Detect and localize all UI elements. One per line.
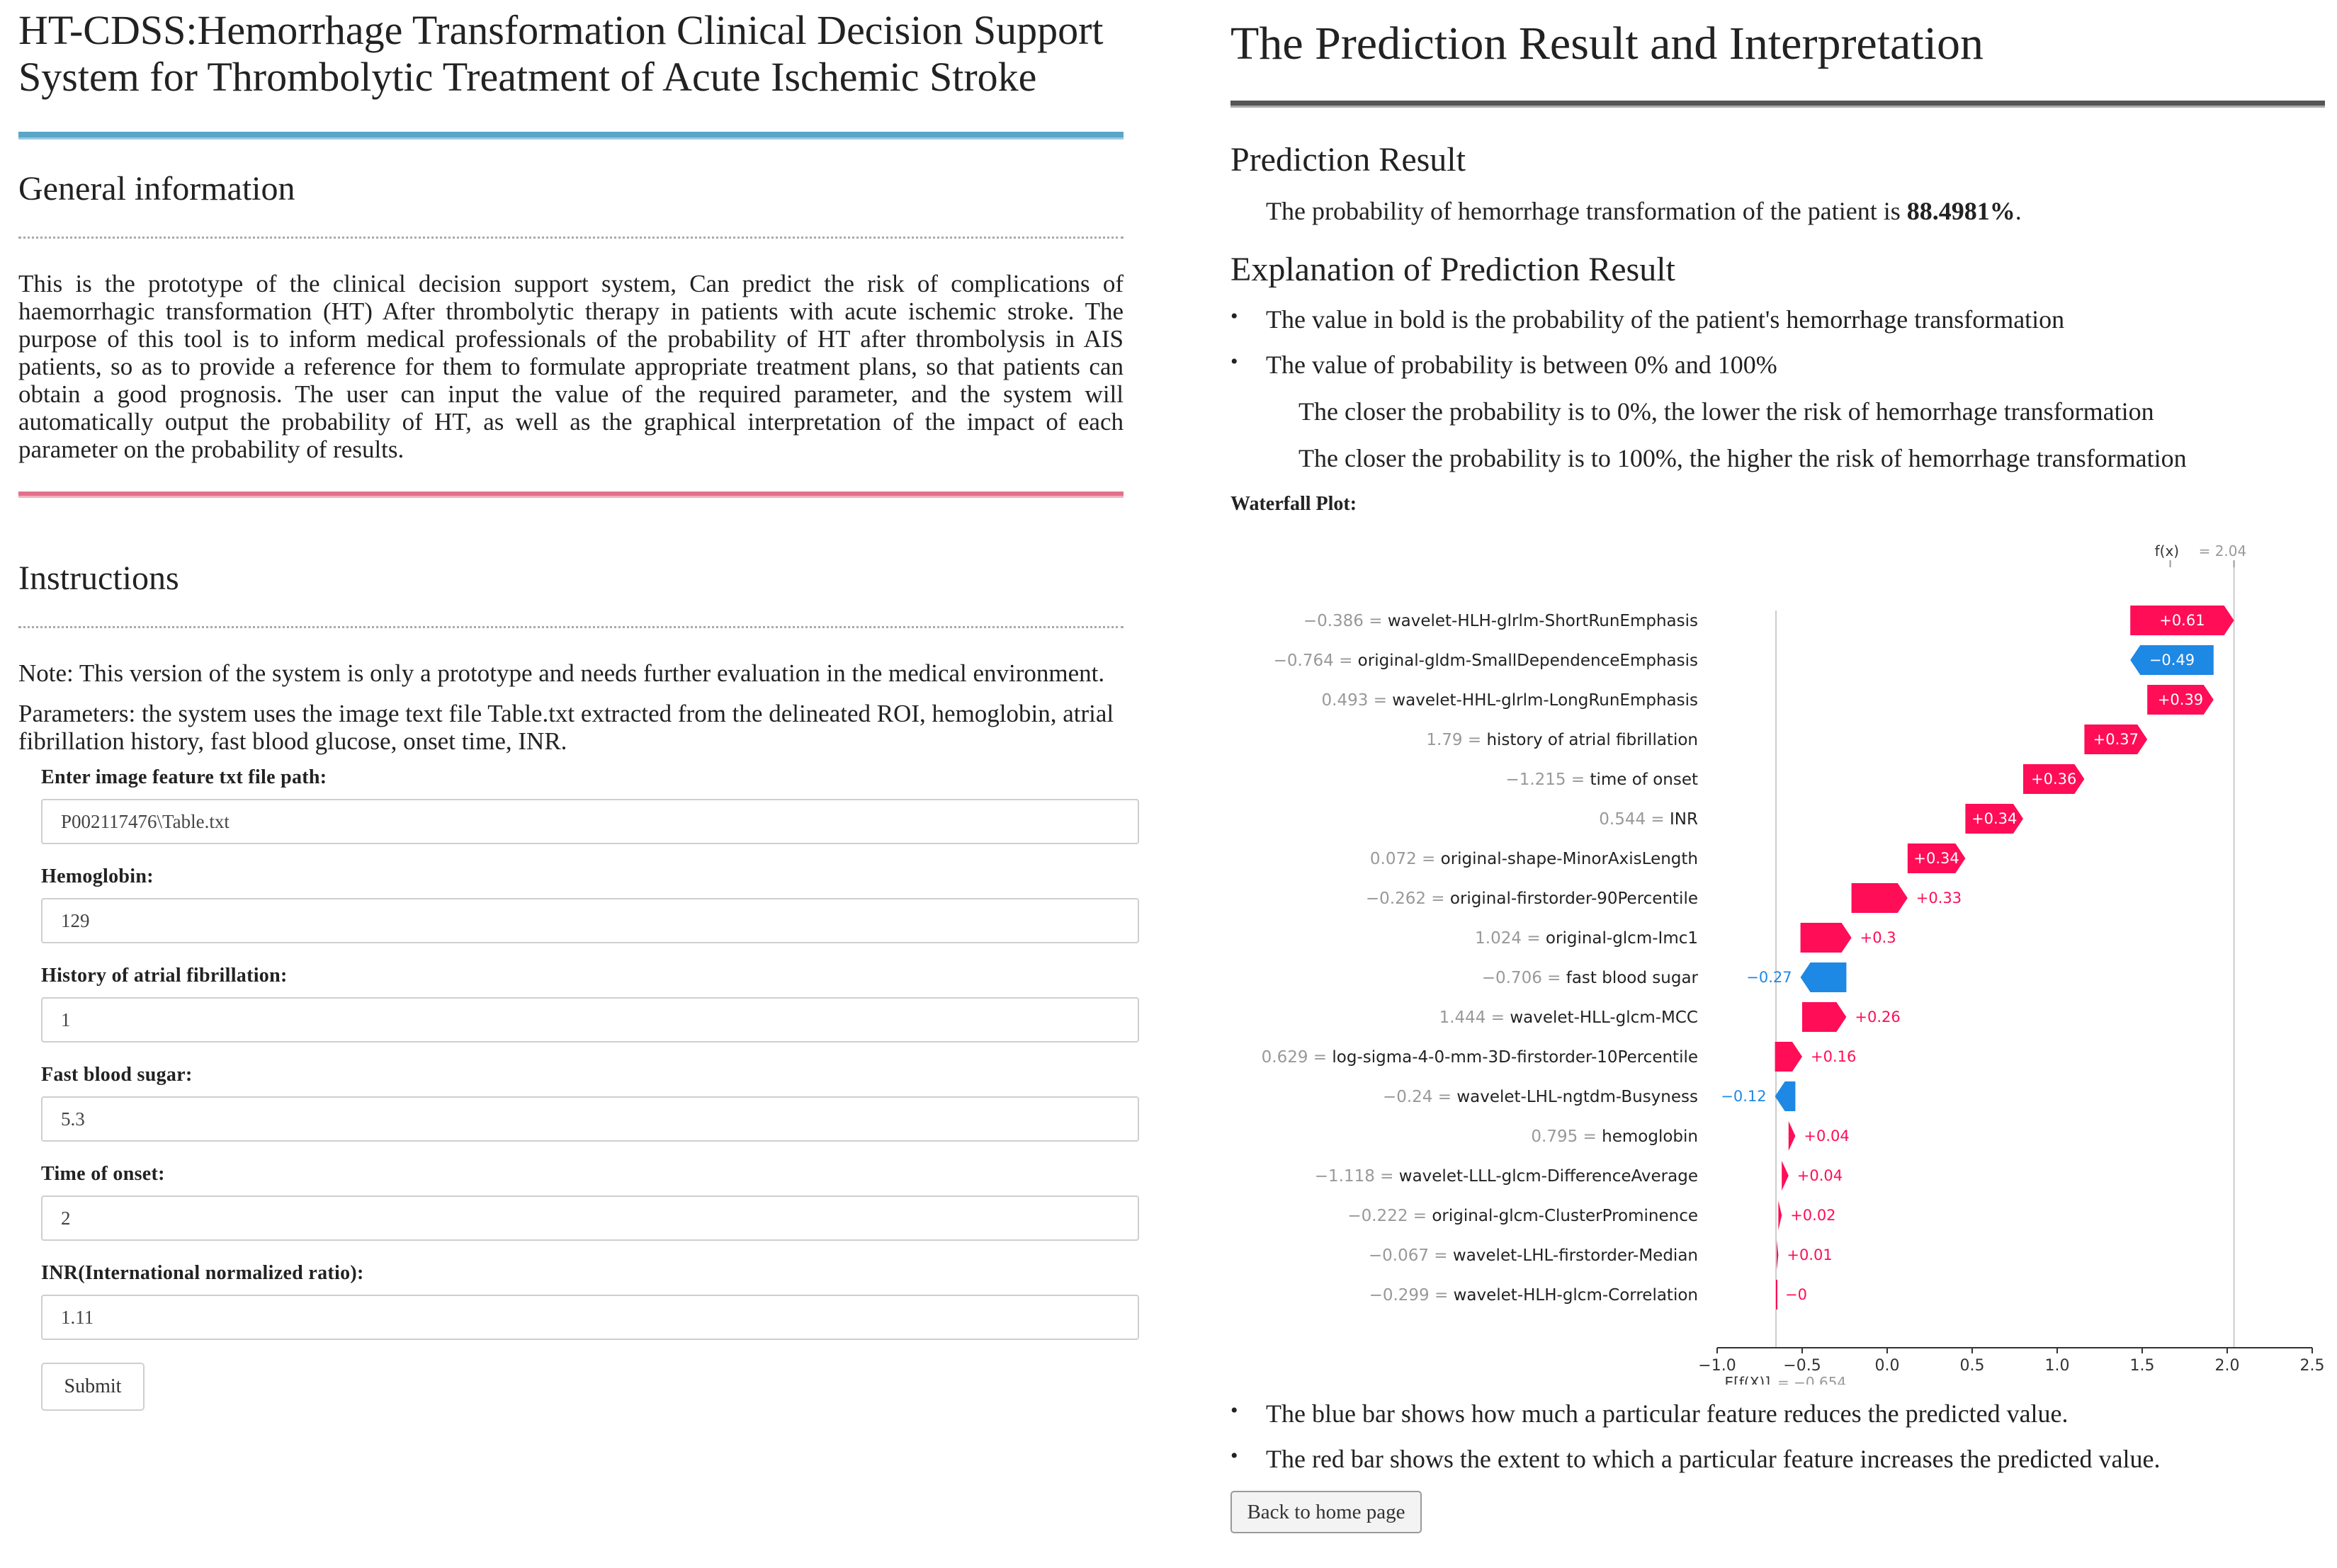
contribution-label: +0.3 [1860,929,1896,946]
red-bar-note [1230,1444,2325,1474]
file-path-label: Enter image feature txt file path: [41,766,327,788]
bullet-glyph: • [1230,305,1238,328]
feature-value: 0.493 = [1321,691,1393,710]
contribution-label: −0.27 [1746,969,1792,986]
prototype-note: Note: This version of the system is only a prototype and needs further evaluation in the medical environment. [18,659,1105,687]
inr-label: INR(International normalized ratio): [41,1262,364,1284]
general-info-text: This is the prototype of the clinical decision support system, Can predict the risk of complications of haemorrhagic transformation (HT) After thrombolytic therapy in patients with acute ischemic stroke. The purpose of this tool is to inform medical professionals of the probability of HT after thrombolysis in AIS patients, so as to provide a reference for them to formulate appropriate treatment plans, so that patients can obtain a good prognosis. The user can input the value of the required parameter, and the system will automatically output the probability of HT, as well as the graphical interpretation of the impact of each parameter on the probability of results. [18,270,1124,463]
contribution-label: −0.12 [1721,1088,1767,1105]
probability-prefix: The probability of hemorrhage transformation of the patient is [1266,197,1907,225]
feature-label [1426,731,1698,749]
base-label: E[f(X)] [1724,1374,1771,1385]
chart-legend-notes [1230,1399,2325,1533]
contribution-label: +0.04 [1796,1167,1843,1184]
feature-label [1347,1207,1698,1225]
result-title: The Prediction Result and Interpretation [1230,18,1984,69]
feature-label [1482,969,1699,987]
feature-label [1262,1048,1698,1067]
inr-input[interactable]: 1.11 [41,1295,1139,1340]
feature-name: original-glcm-Imc1 [1545,929,1698,948]
feature-name: original-glcm-ClusterProminence [1432,1207,1698,1225]
explanation-heading: Explanation of Prediction Result [1230,251,1675,288]
feature-name: wavelet-HLH-glcm-Correlation [1453,1286,1698,1305]
onset-time-input[interactable]: 2 [41,1195,1139,1241]
waterfall-svg [1230,535,2325,1385]
feature-value: −0.24 = [1382,1088,1457,1106]
positive-bar [1801,923,1852,953]
feature-label [1366,890,1698,908]
onset-time-label: Time of onset: [41,1163,165,1185]
feature-name: history of atrial fibrillation [1486,731,1698,749]
feature-name: original-shape-MinorAxisLength [1440,850,1698,868]
prediction-heading: Prediction Result [1230,141,1466,178]
hemoglobin-input[interactable]: 129 [41,898,1139,943]
feature-label [1439,1009,1698,1027]
positive-bar [1852,883,1908,913]
blood-sugar-input[interactable]: 5.3 [41,1096,1139,1142]
input-form [41,766,1131,1411]
result-panel [1230,7,2325,516]
fx-value: = 2.04 [2198,542,2247,559]
probability-low-note: The closer the probability is to 0%, the lower the risk of hemorrhage transformation [1298,397,2154,426]
x-tick-label: 0.0 [1874,1357,1900,1375]
explanation-bullet [1230,350,2325,380]
feature-value: −0.262 = [1365,890,1450,908]
bullet-glyph: • [1230,1444,1238,1467]
positive-bar [1775,1042,1802,1072]
feature-value: 1.79 = [1426,731,1487,749]
feature-label [1315,1167,1698,1186]
feature-label [1274,652,1698,670]
feature-name: wavelet-HHL-glrlm-LongRunEmphasis [1392,691,1698,710]
feature-value: −0.764 = [1273,652,1358,670]
feature-name: wavelet-HLL-glcm-MCC [1510,1009,1698,1027]
section-divider [18,492,1124,498]
feature-name: original-gldm-SmallDependenceEmphasis [1357,652,1698,670]
probability-suffix: . [2015,197,2022,225]
feature-name: wavelet-LHL-firstorder-Median [1452,1246,1698,1265]
x-tick-label: 0.5 [1959,1357,1985,1375]
contribution-label: +0.26 [1855,1009,1901,1026]
feature-label [1599,810,1698,829]
feature-value: 1.444 = [1439,1009,1510,1027]
positive-bar [1789,1121,1796,1151]
contribution-label: +0.16 [1811,1048,1857,1065]
contribution-label: +0.61 [2159,612,2205,629]
feature-value: −0.706 = [1481,969,1566,987]
feature-value: 0.072 = [1369,850,1441,868]
input-panel [18,7,1131,1411]
feature-value: 1.024 = [1475,929,1546,948]
feature-label [1369,1246,1698,1265]
x-tick-label: 2.5 [2299,1357,2325,1375]
contribution-label: +0.34 [1971,810,2018,827]
negative-bar [1801,962,1847,992]
submit-button[interactable]: Submit [41,1363,145,1411]
contribution-label: +0.36 [2031,771,2077,788]
feature-name: log-sigma-4-0-mm-3D-firstorder-10Percentile [1332,1048,1698,1067]
feature-value: −1.215 = [1505,771,1590,789]
feature-label [1531,1127,1698,1146]
blue-bar-note-text: The blue bar shows how much a particular feature reduces the predicted value. [1266,1399,2069,1428]
negative-bar [1775,1081,1796,1111]
contribution-label: +0.39 [2157,691,2204,708]
feature-label [1369,1286,1698,1305]
base-value: = −0.654 [1777,1374,1847,1385]
feature-value: 0.795 = [1531,1127,1602,1146]
x-tick-label: 1.5 [2129,1357,2155,1375]
feature-label [1370,850,1698,868]
feature-value: −1.118 = [1314,1167,1399,1186]
waterfall-label: Waterfall Plot: [1230,493,1357,515]
contribution-label: +0.37 [2093,731,2139,748]
feature-label [1303,612,1698,630]
bullet-glyph: • [1230,350,1238,373]
x-tick-label: 2.0 [2214,1357,2240,1375]
blue-bar-note [1230,1399,2325,1428]
contribution-label: −0.49 [2149,652,2195,669]
x-tick-label: −1.0 [1698,1357,1736,1375]
instructions-dotted-divider [18,626,1124,628]
probability-high-note: The closer the probability is to 100%, the higher the risk of hemorrhage transformation [1298,444,2187,472]
explanation-bullet-text: The value in bold is the probability of the patient's hemorrhage transformation [1266,305,2065,334]
explanation-bullet-text: The value of probability is between 0% and 100% [1266,351,1777,379]
parameters-text: Parameters: the system uses the image text file Table.txt extracted from the delineated ROI, hemoglobin, atrial fibrillation history, fast blood glucose, onset time, INR. [18,700,1114,755]
contribution-label: +0.01 [1787,1246,1833,1263]
page-title: HT-CDSS:Hemorrhage Transformation Clinical Decision Support System for Thrombolytic Treatment of Acute Ischemic Stroke [18,7,1104,100]
feature-name: time of onset [1590,771,1698,789]
feature-name: wavelet-LLL-glcm-DifferenceAverage [1398,1167,1698,1186]
blood-sugar-label: Fast blood sugar: [41,1064,193,1086]
atrial-fibrillation-label: History of atrial fibrillation: [41,965,288,987]
positive-bar [1802,1002,1846,1032]
positive-bar [1778,1200,1782,1230]
feature-name: wavelet-HLH-glrlm-ShortRunEmphasis [1387,612,1698,630]
general-dotted-divider [18,237,1124,239]
feature-name: fast blood sugar [1566,969,1698,987]
feature-value: −0.386 = [1303,612,1388,630]
positive-bar [1777,1240,1778,1270]
probability-value: 88.4981% [1906,197,2015,225]
feature-name: INR [1670,810,1698,829]
hemoglobin-label: Hemoglobin: [41,865,154,887]
atrial-fibrillation-input[interactable]: 1 [41,997,1139,1043]
feature-value: −0.299 = [1369,1286,1454,1305]
instructions-heading: Instructions [18,559,179,597]
contribution-label: +0.33 [1916,890,1962,907]
back-home-button[interactable]: Back to home page [1230,1491,1422,1533]
feature-value: 0.629 = [1261,1048,1332,1067]
feature-value: 0.544 = [1599,810,1670,829]
contribution-label: +0.02 [1790,1207,1836,1224]
red-bar-note-text: The red bar shows the extent to which a particular feature increases the predicted value. [1266,1445,2161,1473]
feature-name: wavelet-LHL-ngtdm-Busyness [1456,1088,1698,1106]
x-tick-label: 1.0 [2044,1357,2070,1375]
explanation-bullet [1230,305,2325,334]
waterfall-chart [1230,535,2325,1388]
result-title-divider [1230,101,2325,108]
feature-name: hemoglobin [1602,1127,1698,1146]
feature-label [1322,691,1698,710]
fx-label: f(x) [2154,542,2180,559]
general-info-heading: General information [18,170,295,208]
title-divider [18,132,1124,140]
feature-label [1475,929,1698,948]
contribution-label: +0.04 [1804,1127,1850,1144]
feature-name: original-firstorder-90Percentile [1449,890,1698,908]
feature-value: −0.222 = [1347,1207,1432,1225]
bullet-glyph: • [1230,1399,1238,1422]
positive-bar [1782,1161,1789,1191]
probability-sentence [1266,196,2325,226]
feature-value: −0.067 = [1368,1246,1453,1265]
feature-label [1383,1088,1698,1106]
contribution-label: +0.34 [1913,850,1959,867]
feature-label [1505,771,1698,789]
x-tick-label: −0.5 [1783,1357,1821,1375]
contribution-label: −0 [1785,1286,1807,1303]
file-path-input[interactable]: P002117476\Table.txt [41,799,1139,844]
